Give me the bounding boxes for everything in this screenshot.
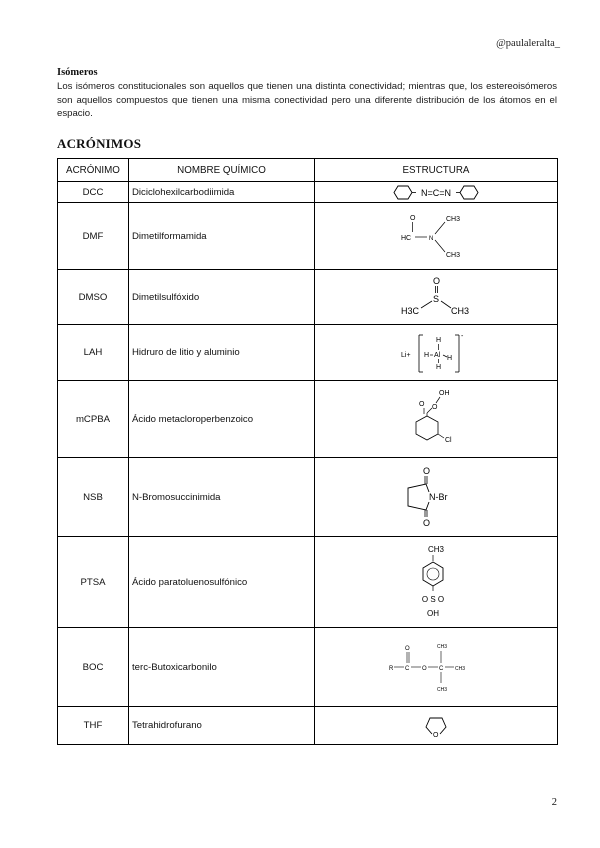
nbs-structure	[391, 464, 481, 530]
mcpba-oh-label: OH	[439, 390, 450, 397]
mcpba-cl-label: Cl	[445, 437, 452, 444]
chemical-name-cell: Ácido paratoluenosulfónico	[129, 537, 315, 628]
mcpba-o-label: O	[432, 404, 438, 411]
table-row	[58, 381, 558, 458]
boc-quaternary-c: C	[439, 666, 444, 672]
boc-c-label: C	[405, 666, 410, 672]
ptsa-so-label: O S O	[421, 595, 445, 604]
chemical-name-cell: N-Bromosuccinimida	[129, 458, 315, 537]
lah-h-bottom: H	[436, 363, 442, 371]
header-acronym: ACRÓNIMO	[58, 159, 129, 182]
acronym-cell: DMSO	[58, 270, 129, 325]
nbs-o-bottom: O	[423, 518, 431, 528]
boc-ether-o: O	[422, 666, 427, 672]
nbs-nbr-label: N-Br	[429, 492, 448, 502]
structure-cell	[315, 628, 558, 707]
lah-h-top: H	[436, 336, 442, 344]
dmf-n-label: N	[429, 236, 434, 242]
dmso-oxygen-label: O	[433, 276, 441, 286]
structure-cell	[315, 458, 558, 537]
chemical-name-cell: Dimetilsulfóxido	[129, 270, 315, 325]
lah-li-label: Li+	[401, 351, 411, 359]
chemical-name-cell: Hidruro de litio y aluminio	[129, 325, 315, 381]
dmf-ch3-top: CH3	[446, 216, 461, 223]
structure-cell	[315, 381, 558, 458]
boc-ch3-bottom: CH3	[437, 687, 448, 693]
dcc-chain-label: N=C=N	[420, 187, 452, 198]
dcc-structure	[386, 184, 486, 201]
acronym-cell: PTSA	[58, 537, 129, 628]
lah-al-label: Al	[434, 351, 441, 359]
dmf-structure	[391, 208, 481, 264]
dmf-hc-label: HC	[401, 235, 412, 242]
structure-cell	[315, 537, 558, 628]
lah-charge: -	[461, 332, 464, 340]
section-title: Isómeros	[57, 67, 98, 78]
table-row	[58, 707, 558, 745]
acronym-cell: mCPBA	[58, 381, 129, 458]
ptsa-structure	[391, 542, 481, 622]
structure-cell	[315, 270, 558, 325]
boc-ch3-right: CH3	[455, 666, 466, 672]
boc-structure	[386, 637, 486, 697]
acronym-cell: THF	[58, 707, 129, 745]
acronyms-heading: ACRÓNIMOS	[57, 136, 142, 151]
acronym-cell: NSB	[58, 458, 129, 537]
ptsa-oh-label: OH	[427, 609, 439, 618]
dmso-sulfur-label: S	[433, 294, 440, 304]
dmso-ch3-label: CH3	[451, 306, 470, 316]
dmso-structure	[391, 274, 481, 320]
acronym-cell: DMF	[58, 203, 129, 270]
table-header-row	[58, 159, 558, 182]
table-row	[58, 458, 558, 537]
author-handle: @paulaleralta_	[496, 38, 560, 49]
dmso-h3c-label: H3C	[401, 306, 420, 316]
structure-cell	[315, 325, 558, 381]
lah-structure	[391, 330, 481, 376]
ptsa-ch3-label: CH3	[428, 545, 445, 554]
boc-r-label: R	[389, 666, 394, 672]
table-row	[58, 537, 558, 628]
dmf-ch3-bottom: CH3	[446, 252, 461, 259]
table-row	[58, 270, 558, 325]
thf-structure	[406, 712, 466, 740]
dmf-oxygen-label: O	[410, 215, 416, 222]
lah-h-left: H	[424, 351, 430, 359]
nbs-o-top: O	[423, 466, 431, 476]
acronym-cell: DCC	[58, 182, 129, 203]
chemical-name-cell: Diciclohexilcarbodiimida	[129, 182, 315, 203]
mcpba-carbonyl-o: O	[419, 401, 425, 408]
structure-cell	[315, 203, 558, 270]
acronyms-table	[57, 158, 558, 745]
intro-paragraph: Los isómeros constitucionales son aquellos que tienen una distinta conectividad; mientras que, los estereoisómeros son aquellos compuestos que tienen una misma conectividad pero una diferente distribución de los átomos en el espacio.	[57, 81, 557, 119]
acronym-cell: BOC	[58, 628, 129, 707]
structure-cell	[315, 182, 558, 203]
boc-ch3-top: CH3	[437, 644, 448, 650]
table-row	[58, 182, 558, 203]
mcpba-structure	[391, 386, 481, 452]
chemical-name-cell: Tetrahidrofurano	[129, 707, 315, 745]
chemical-name-cell: Ácido metacloroperbenzoico	[129, 381, 315, 458]
page-number: 2	[551, 797, 557, 808]
lah-h-right: H	[447, 354, 453, 362]
table-row	[58, 628, 558, 707]
chemical-name-cell: terc-Butoxicarbonilo	[129, 628, 315, 707]
header-chemical-name: NOMBRE QUÍMICO	[129, 159, 315, 182]
thf-o-label: O	[433, 731, 439, 739]
table-row	[58, 325, 558, 381]
table-row	[58, 203, 558, 270]
acronym-cell: LAH	[58, 325, 129, 381]
structure-cell	[315, 707, 558, 745]
boc-carbonyl-o: O	[405, 646, 410, 652]
chemical-name-cell: Dimetilformamida	[129, 203, 315, 270]
header-structure: ESTRUCTURA	[315, 159, 558, 182]
